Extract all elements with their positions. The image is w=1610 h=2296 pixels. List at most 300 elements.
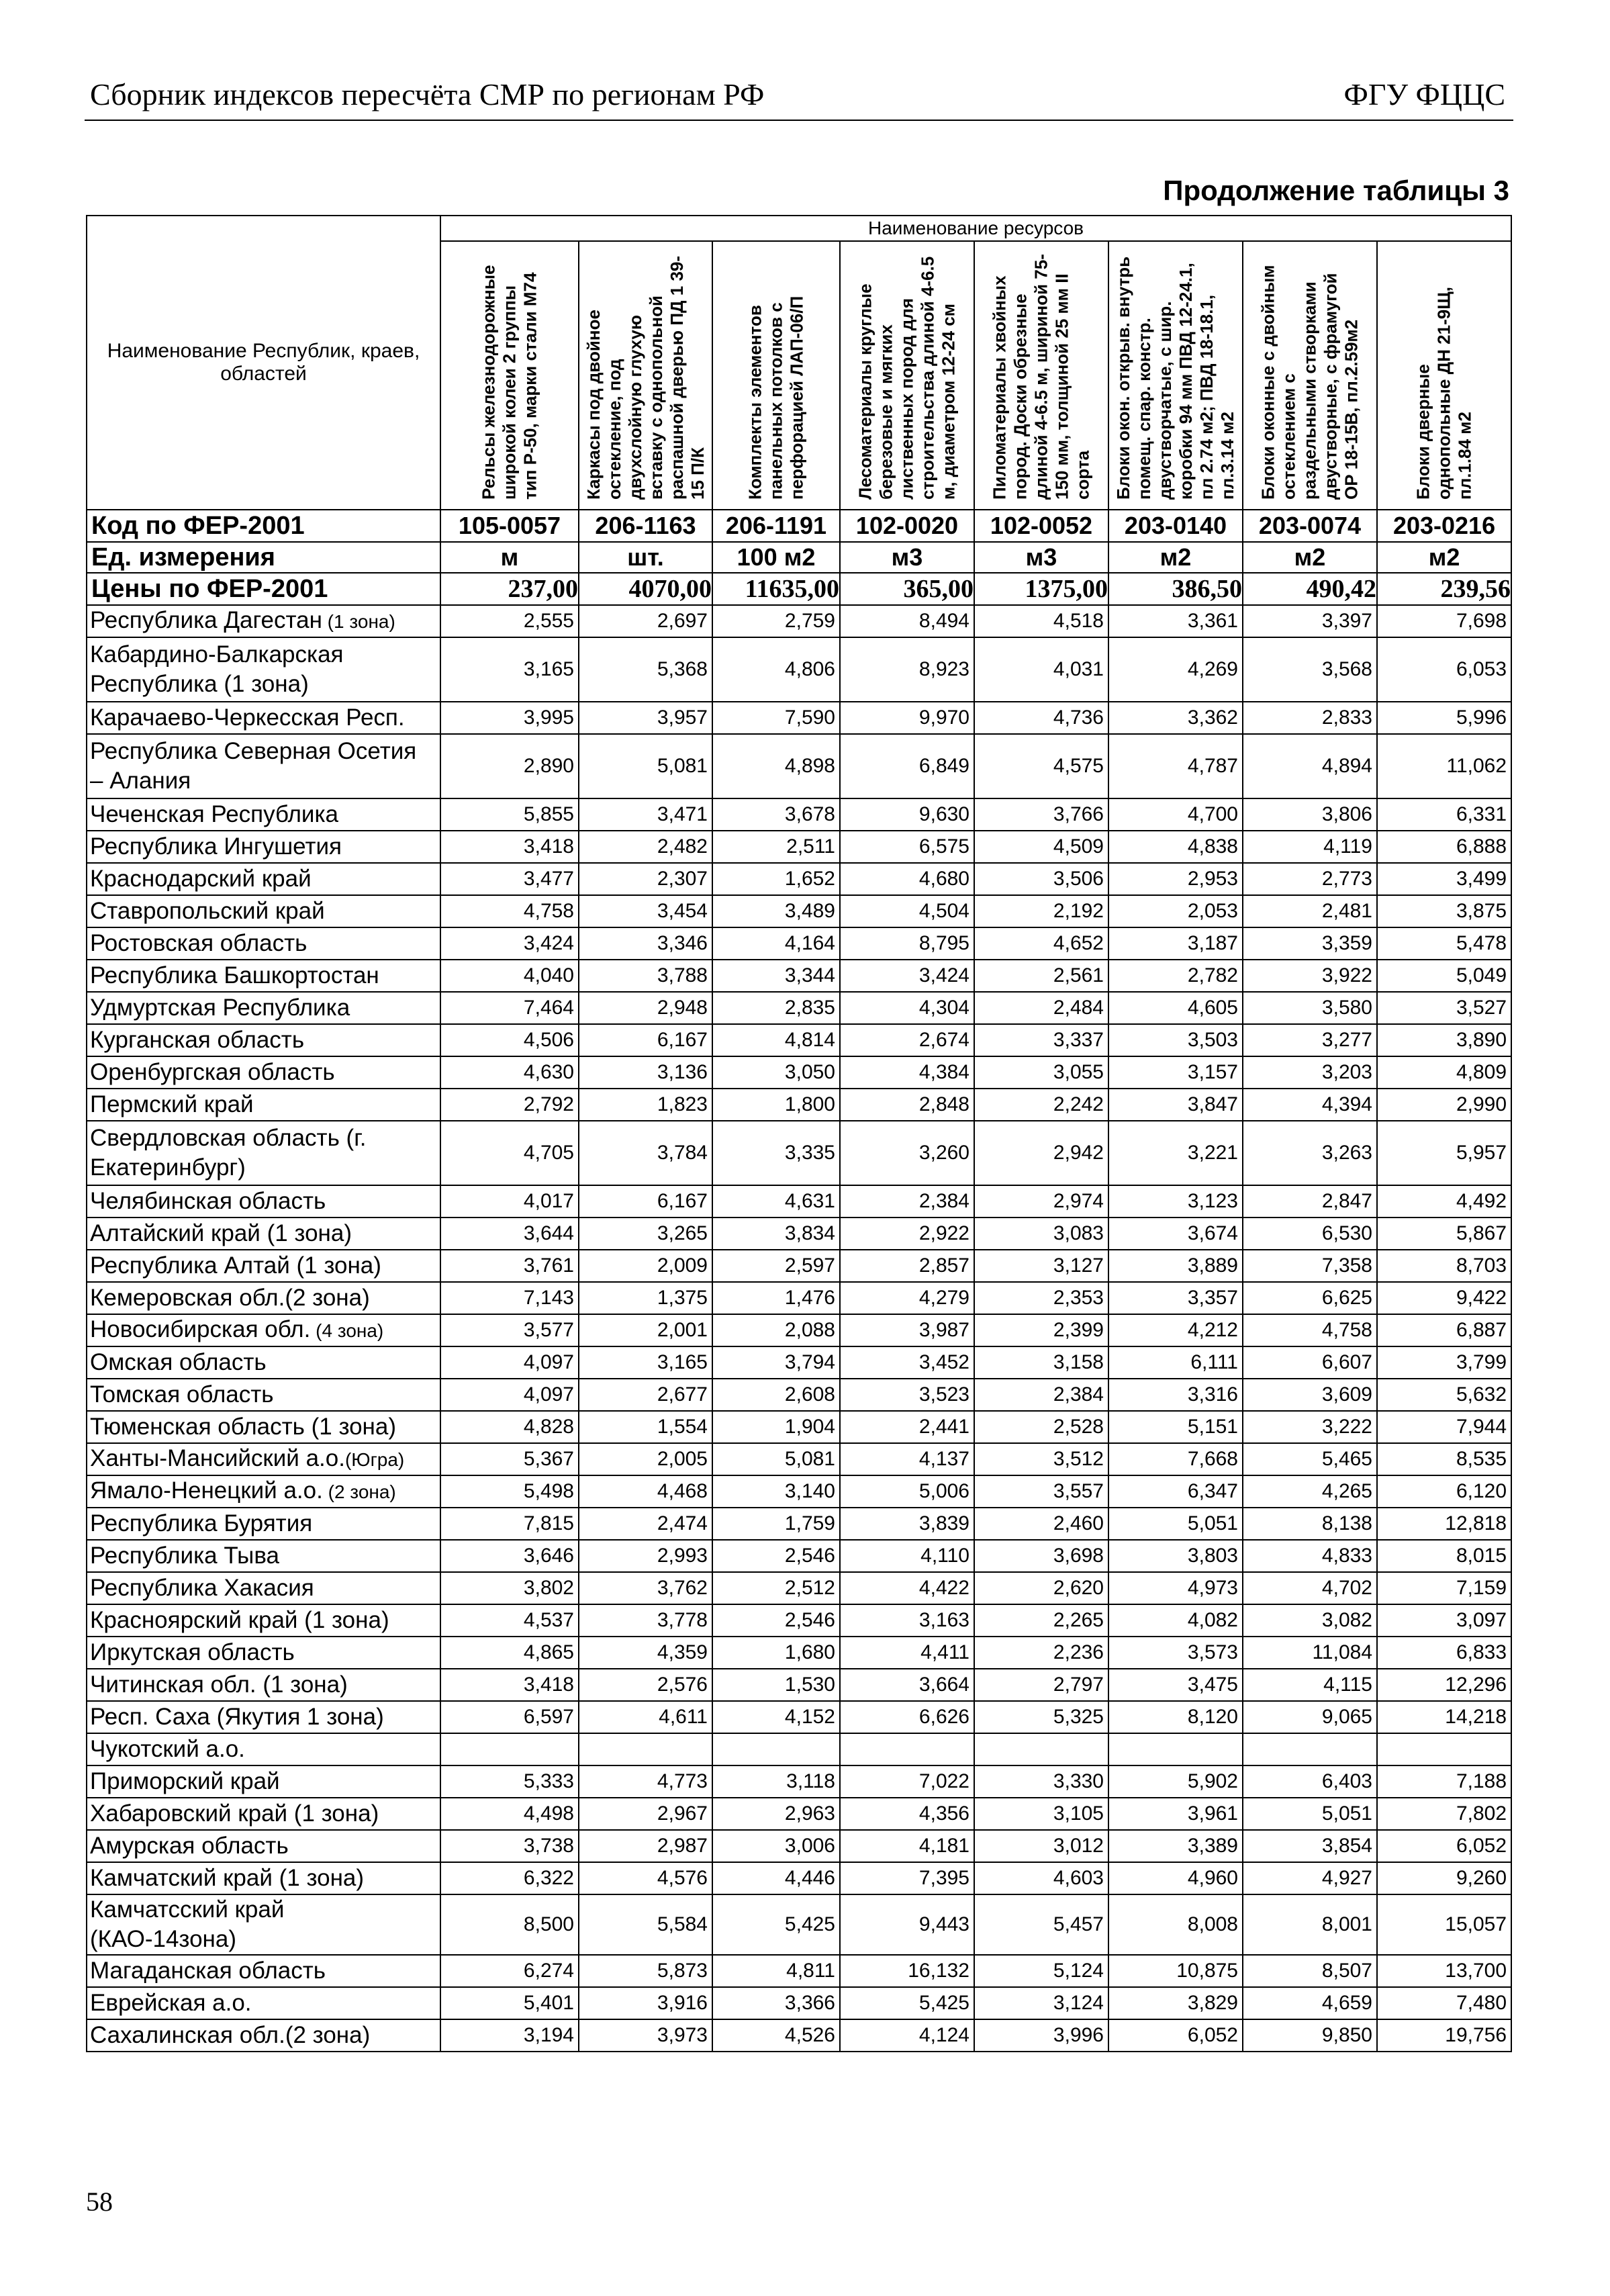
- index-value: 2,608: [712, 1379, 840, 1411]
- index-value: 2,963: [712, 1798, 840, 1830]
- index-value: 7,395: [840, 1862, 974, 1894]
- index-value: 3,829: [1108, 1987, 1243, 2019]
- index-value: 2,773: [1243, 863, 1377, 895]
- resource-column-label: Комплекты элементов панельных потолков с перфорацией ЛАП-06/П: [745, 295, 807, 500]
- region-name: Сахалинская обл.(2 зона): [90, 2022, 371, 2048]
- index-value: 4,927: [1243, 1862, 1377, 1894]
- index-value: 2,511: [712, 831, 840, 863]
- table-row: [87, 1894, 1511, 1955]
- region-name: Томская область: [90, 1381, 274, 1408]
- unit-of-measure: м3: [840, 542, 974, 573]
- index-value: 3,802: [440, 1572, 579, 1604]
- index-value: 4,304: [840, 992, 974, 1024]
- index-value: 2,528: [974, 1411, 1108, 1443]
- index-value: 4,960: [1108, 1862, 1243, 1894]
- index-value: [1243, 1733, 1377, 1765]
- index-value: 4,265: [1243, 1475, 1377, 1508]
- fer-price: 386,50: [1108, 573, 1243, 605]
- index-table: [86, 215, 1512, 2052]
- region-zone-note: (Югра): [344, 1449, 405, 1470]
- index-value: 6,403: [1243, 1765, 1377, 1798]
- index-value: 6,607: [1243, 1346, 1377, 1379]
- index-value: 6,575: [840, 831, 974, 863]
- index-value: 1,680: [712, 1637, 840, 1669]
- index-value: 3,761: [440, 1250, 579, 1282]
- table-row: [87, 1443, 1511, 1475]
- index-value: 2,482: [579, 831, 712, 863]
- index-value: 4,537: [440, 1604, 579, 1637]
- index-value: 6,120: [1377, 1475, 1511, 1508]
- region-name: Ростовская область: [90, 930, 307, 956]
- fer-code: 206-1163: [579, 510, 712, 542]
- index-value: 3,475: [1108, 1669, 1243, 1701]
- index-value: 2,353: [974, 1282, 1108, 1314]
- index-value: 2,993: [579, 1540, 712, 1572]
- index-value: 14,218: [1377, 1701, 1511, 1733]
- index-value: 3,987: [840, 1314, 974, 1346]
- index-value: 4,031: [974, 637, 1108, 702]
- table-row: [87, 1185, 1511, 1218]
- fer-price: 365,00: [840, 573, 974, 605]
- index-value: 4,865: [440, 1637, 579, 1669]
- index-value: 4,652: [974, 927, 1108, 960]
- index-value: 3,118: [712, 1765, 840, 1798]
- index-value: 2,797: [974, 1669, 1108, 1701]
- table-row: [87, 1282, 1511, 1314]
- index-value: 13,700: [1377, 1955, 1511, 1987]
- index-value: 4,758: [440, 895, 579, 927]
- index-value: 2,792: [440, 1089, 579, 1121]
- region-name: Курганская область: [90, 1027, 305, 1053]
- region-name-cell: [87, 1955, 440, 1987]
- index-value: 3,664: [840, 1669, 974, 1701]
- index-value: 4,973: [1108, 1572, 1243, 1604]
- index-value: 2,990: [1377, 1089, 1511, 1121]
- index-value: 3,424: [840, 960, 974, 992]
- index-value: 4,504: [840, 895, 974, 927]
- fer-price: 11635,00: [712, 573, 840, 605]
- index-value: 4,611: [579, 1701, 712, 1733]
- region-name: Удмуртская Республика: [90, 995, 350, 1021]
- index-value: 8,008: [1108, 1894, 1243, 1955]
- unit-of-measure: м2: [1243, 542, 1377, 573]
- region-name-cell: [87, 1475, 440, 1508]
- fer-price: 1375,00: [974, 573, 1108, 605]
- index-value: 6,322: [440, 1862, 579, 1894]
- index-value: 6,887: [1377, 1314, 1511, 1346]
- index-value: 7,358: [1243, 1250, 1377, 1282]
- region-name: Челябинская область: [90, 1188, 326, 1214]
- index-value: 4,576: [579, 1862, 712, 1894]
- index-value: 6,833: [1377, 1637, 1511, 1669]
- index-value: 3,799: [1377, 1346, 1511, 1379]
- index-value: 4,605: [1108, 992, 1243, 1024]
- index-value: 6,274: [440, 1955, 579, 1987]
- index-value: 4,164: [712, 927, 840, 960]
- index-value: 5,867: [1377, 1218, 1511, 1250]
- index-value: 9,970: [840, 702, 974, 734]
- index-value: 4,110: [840, 1540, 974, 1572]
- region-name: Магаданская область: [90, 1958, 326, 1984]
- header-title: Сборник индексов пересчёта СМР по регионам РФ: [90, 77, 765, 111]
- index-value: 5,425: [712, 1894, 840, 1955]
- index-value: 4,422: [840, 1572, 974, 1604]
- index-value: 3,957: [579, 702, 712, 734]
- index-value: 6,053: [1377, 637, 1511, 702]
- region-name-cell: [87, 702, 440, 734]
- index-value: 2,597: [712, 1250, 840, 1282]
- index-value: 4,359: [579, 1637, 712, 1669]
- index-value: 3,788: [579, 960, 712, 992]
- index-value: 2,890: [440, 734, 579, 798]
- table-row: [87, 863, 1511, 895]
- index-value: 3,418: [440, 1669, 579, 1701]
- resource-column-label: Блоки окон. открыв. внутрь помещ. спар. констр. двустворчатые, с шир. коробки 94 мм ПВД 12-24.1, пл 2.74 м2; ПВД 18-18.1, пл.3.14 м2: [1113, 256, 1237, 500]
- index-value: 3,165: [440, 637, 579, 702]
- index-value: 3,995: [440, 702, 579, 734]
- index-value: [712, 1733, 840, 1765]
- index-value: 3,366: [712, 1987, 840, 2019]
- index-value: 4,269: [1108, 637, 1243, 702]
- index-value: 3,996: [974, 2019, 1108, 2052]
- index-value: 1,800: [712, 1089, 840, 1121]
- index-value: 4,384: [840, 1056, 974, 1089]
- index-value: 5,498: [440, 1475, 579, 1508]
- index-value: 3,875: [1377, 895, 1511, 927]
- index-value: 8,494: [840, 605, 974, 637]
- fer-code: 206-1191: [712, 510, 840, 542]
- resource-column-label: Рельсы железнодорожные широкой колеи 2 группы тип Р-50, марки стали М74: [478, 265, 540, 500]
- index-value: 5,081: [712, 1443, 840, 1475]
- index-value: 8,535: [1377, 1443, 1511, 1475]
- table-continuation-label: Продолжение таблицы 3: [1163, 175, 1509, 206]
- region-name: Кемеровская обл.(2 зона): [90, 1285, 370, 1311]
- index-value: 5,367: [440, 1443, 579, 1475]
- region-name: Ямало-Ненецкий а.о.: [90, 1477, 323, 1504]
- index-value: 3,277: [1243, 1024, 1377, 1056]
- index-value: 1,530: [712, 1669, 840, 1701]
- index-value: 4,506: [440, 1024, 579, 1056]
- region-name: Алтайский край (1 зона): [90, 1220, 352, 1246]
- index-value: 7,143: [440, 1282, 579, 1314]
- index-value: 1,476: [712, 1282, 840, 1314]
- index-value: 3,784: [579, 1121, 712, 1185]
- unit-of-measure: м: [440, 542, 579, 573]
- region-name: Оренбургская область: [90, 1059, 335, 1085]
- table-row: [87, 1314, 1511, 1346]
- index-value: 3,889: [1108, 1250, 1243, 1282]
- index-value: 3,738: [440, 1830, 579, 1862]
- index-value: 7,815: [440, 1508, 579, 1540]
- index-value: 6,167: [579, 1024, 712, 1056]
- index-value: 3,344: [712, 960, 840, 992]
- index-value: 4,152: [712, 1701, 840, 1733]
- index-value: 4,526: [712, 2019, 840, 2052]
- index-value: 3,506: [974, 863, 1108, 895]
- index-value: 4,356: [840, 1798, 974, 1830]
- region-name: Кабардино-Балкарская Республика (1 зона): [90, 641, 344, 697]
- index-value: 1,823: [579, 1089, 712, 1121]
- index-value: 6,052: [1377, 1830, 1511, 1862]
- region-name: Читинская обл. (1 зона): [90, 1671, 348, 1698]
- index-value: 8,001: [1243, 1894, 1377, 1955]
- region-name: Тюменская область (1 зона): [90, 1414, 397, 1440]
- index-value: 2,847: [1243, 1185, 1377, 1218]
- index-value: 5,425: [840, 1987, 974, 2019]
- index-value: 4,811: [712, 1955, 840, 1987]
- region-zone-note: (2 зона): [322, 1481, 396, 1502]
- resource-column-header: [974, 241, 1108, 510]
- region-name-cell: [87, 1089, 440, 1121]
- index-value: 3,512: [974, 1443, 1108, 1475]
- index-value: 4,787: [1108, 734, 1243, 798]
- region-name-cell: [87, 1121, 440, 1185]
- index-value: 5,478: [1377, 927, 1511, 960]
- index-value: 2,974: [974, 1185, 1108, 1218]
- fer-price: 239,56: [1377, 573, 1511, 605]
- index-value: 19,756: [1377, 2019, 1511, 2052]
- index-value: 9,850: [1243, 2019, 1377, 2052]
- index-value: 4,898: [712, 734, 840, 798]
- region-name: Республика Дагестан: [90, 607, 322, 633]
- index-value: 3,127: [974, 1250, 1108, 1282]
- index-value: 4,833: [1243, 1540, 1377, 1572]
- table-row: [87, 1508, 1511, 1540]
- index-value: 3,083: [974, 1218, 1108, 1250]
- fer-code: 203-0216: [1377, 510, 1511, 542]
- region-name-cell: [87, 1282, 440, 1314]
- table-row: [87, 1987, 1511, 2019]
- index-value: 4,758: [1243, 1314, 1377, 1346]
- index-value: 3,471: [579, 798, 712, 831]
- index-value: 3,762: [579, 1572, 712, 1604]
- resource-column-label: Блоки дверные однопольные ДН 21-9Щ, пл.1.84 м2: [1413, 287, 1475, 500]
- index-value: 3,012: [974, 1830, 1108, 1862]
- index-value: 4,828: [440, 1411, 579, 1443]
- index-value: 2,265: [974, 1604, 1108, 1637]
- index-value: 4,838: [1108, 831, 1243, 863]
- index-value: 6,167: [579, 1185, 712, 1218]
- index-value: 4,736: [974, 702, 1108, 734]
- index-value: 2,948: [579, 992, 712, 1024]
- index-value: 3,916: [579, 1987, 712, 2019]
- index-value: 3,557: [974, 1475, 1108, 1508]
- index-value: 2,512: [712, 1572, 840, 1604]
- index-value: 6,052: [1108, 2019, 1243, 2052]
- index-value: 3,140: [712, 1475, 840, 1508]
- table-row: [87, 734, 1511, 798]
- index-value: 3,961: [1108, 1798, 1243, 1830]
- index-value: 8,703: [1377, 1250, 1511, 1282]
- fer-code: 102-0020: [840, 510, 974, 542]
- index-value: 16,132: [840, 1955, 974, 1987]
- index-value: 3,766: [974, 798, 1108, 831]
- region-name: Камчатский край (1 зона): [90, 1865, 365, 1891]
- table-row: [87, 992, 1511, 1024]
- index-value: 3,050: [712, 1056, 840, 1089]
- index-value: 5,957: [1377, 1121, 1511, 1185]
- resource-column-label: Блоки оконные с двойным остеклением с раздельными створками двустворные, с фрамугой ОР 18-15В, пл.2.59м2: [1258, 265, 1362, 500]
- index-value: 3,499: [1377, 863, 1511, 895]
- region-name-cell: [87, 1250, 440, 1282]
- region-name: Чеченская Республика: [90, 801, 338, 827]
- index-value: 3,194: [440, 2019, 579, 2052]
- index-value: 3,389: [1108, 1830, 1243, 1862]
- index-value: 3,580: [1243, 992, 1377, 1024]
- region-name-cell: [87, 831, 440, 863]
- index-value: 8,923: [840, 637, 974, 702]
- index-value: 5,465: [1243, 1443, 1377, 1475]
- region-name: Ханты-Мансийский а.о.: [90, 1445, 345, 1471]
- index-value: [1108, 1733, 1243, 1765]
- region-name-cell: [87, 895, 440, 927]
- index-value: 2,474: [579, 1508, 712, 1540]
- index-value: 3,105: [974, 1798, 1108, 1830]
- index-value: 6,888: [1377, 831, 1511, 863]
- region-name-cell: [87, 1669, 440, 1701]
- index-value: 5,855: [440, 798, 579, 831]
- index-value: 3,644: [440, 1218, 579, 1250]
- region-name-cell: [87, 1443, 440, 1475]
- resource-column-label: Лесоматериалы круглые березовые и мягких лиственных пород для строительства длиной 4-6.5 м, диаметром 12-24 см: [855, 256, 959, 500]
- region-name: Свердловская область (г. Екатеринбург): [90, 1125, 367, 1181]
- index-value: 2,384: [974, 1379, 1108, 1411]
- index-value: 9,065: [1243, 1701, 1377, 1733]
- index-value: 3,523: [840, 1379, 974, 1411]
- index-value: 3,124: [974, 1987, 1108, 2019]
- fer-code: 203-0074: [1243, 510, 1377, 542]
- index-value: 3,577: [440, 1314, 579, 1346]
- index-value: 3,097: [1377, 1604, 1511, 1637]
- index-value: 3,839: [840, 1508, 974, 1540]
- index-value: 7,159: [1377, 1572, 1511, 1604]
- table-row: [87, 1733, 1511, 1765]
- region-zone-note: (4 зона): [310, 1320, 384, 1341]
- index-value: 3,452: [840, 1346, 974, 1379]
- index-value: 2,942: [974, 1121, 1108, 1185]
- region-name-cell: [87, 798, 440, 831]
- index-value: 7,802: [1377, 1798, 1511, 1830]
- index-value: 4,630: [440, 1056, 579, 1089]
- region-name-cell: [87, 1218, 440, 1250]
- index-value: 2,481: [1243, 895, 1377, 927]
- index-value: 3,397: [1243, 605, 1377, 637]
- price-label: Цены по ФЕР-2001: [87, 573, 440, 605]
- index-value: 8,120: [1108, 1701, 1243, 1733]
- index-value: 3,973: [579, 2019, 712, 2052]
- resource-column-header: [579, 241, 712, 510]
- index-value: 1,904: [712, 1411, 840, 1443]
- index-value: 4,680: [840, 863, 974, 895]
- index-value: 2,236: [974, 1637, 1108, 1669]
- table-row: [87, 1475, 1511, 1508]
- index-value: 3,794: [712, 1346, 840, 1379]
- index-value: 8,015: [1377, 1540, 1511, 1572]
- region-name-cell: [87, 1185, 440, 1218]
- index-value: 4,017: [440, 1185, 579, 1218]
- index-value: 3,316: [1108, 1379, 1243, 1411]
- index-value: 6,597: [440, 1701, 579, 1733]
- resources-header: Наименование ресурсов: [440, 216, 1511, 241]
- region-name-cell: [87, 1508, 440, 1540]
- index-value: 3,346: [579, 927, 712, 960]
- index-value: 4,814: [712, 1024, 840, 1056]
- fer-code: 203-0140: [1108, 510, 1243, 542]
- index-value: 2,399: [974, 1314, 1108, 1346]
- table-row: [87, 1955, 1511, 1987]
- region-name-cell: [87, 960, 440, 992]
- region-name-cell: [87, 1894, 440, 1955]
- table-row: [87, 1379, 1511, 1411]
- table-row: [87, 1572, 1511, 1604]
- region-name-cell: [87, 1056, 440, 1089]
- region-name-cell: [87, 2019, 440, 2052]
- table-row: [87, 1218, 1511, 1250]
- region-name: Чукотский а.о.: [90, 1736, 245, 1762]
- index-value: 7,464: [440, 992, 579, 1024]
- index-value: 8,795: [840, 927, 974, 960]
- index-value: 6,626: [840, 1701, 974, 1733]
- index-value: 4,119: [1243, 831, 1377, 863]
- index-value: 5,049: [1377, 960, 1511, 992]
- index-value: 3,477: [440, 863, 579, 895]
- index-value: 3,454: [579, 895, 712, 927]
- table-row: [87, 1701, 1511, 1733]
- index-value: 12,818: [1377, 1508, 1511, 1540]
- region-name: Республика Северная Осетия – Алания: [90, 738, 417, 794]
- region-name-cell: [87, 637, 440, 702]
- table-row: [87, 605, 1511, 637]
- region-name: Республика Тыва: [90, 1543, 279, 1569]
- index-value: 3,335: [712, 1121, 840, 1185]
- index-value: 3,674: [1108, 1218, 1243, 1250]
- index-value: 7,944: [1377, 1411, 1511, 1443]
- index-value: 4,082: [1108, 1604, 1243, 1637]
- resource-column-header: [440, 241, 579, 510]
- index-value: 3,260: [840, 1121, 974, 1185]
- index-value: [579, 1733, 712, 1765]
- index-value: 3,854: [1243, 1830, 1377, 1862]
- index-value: 3,922: [1243, 960, 1377, 992]
- table-row: [87, 637, 1511, 702]
- region-name-cell: [87, 1346, 440, 1379]
- region-name: Республика Бурятия: [90, 1510, 313, 1536]
- fer-price: 237,00: [440, 573, 579, 605]
- table-row: [87, 1830, 1511, 1862]
- unit-of-measure: шт.: [579, 542, 712, 573]
- index-value: 3,158: [974, 1346, 1108, 1379]
- region-name: Республика Алтай (1 зона): [90, 1252, 381, 1279]
- index-value: 5,584: [579, 1894, 712, 1955]
- index-value: 5,333: [440, 1765, 579, 1798]
- index-value: 2,835: [712, 992, 840, 1024]
- index-value: 3,082: [1243, 1604, 1377, 1637]
- unit-of-measure: м3: [974, 542, 1108, 573]
- index-value: 5,632: [1377, 1379, 1511, 1411]
- index-value: 3,203: [1243, 1056, 1377, 1089]
- region-name: Новосибирская обл.: [90, 1316, 311, 1342]
- table-row: [87, 1089, 1511, 1121]
- region-name: Республика Башкортостан: [90, 962, 379, 989]
- index-value: 6,111: [1108, 1346, 1243, 1379]
- index-value: 1,554: [579, 1411, 712, 1443]
- unit-of-measure: м2: [1108, 542, 1243, 573]
- page-header: [85, 73, 1513, 121]
- header-org: ФГУ ФЦЦС: [1343, 77, 1505, 111]
- table-row: [87, 1765, 1511, 1798]
- region-name: Краснодарский край: [90, 866, 312, 892]
- table-row: [87, 1637, 1511, 1669]
